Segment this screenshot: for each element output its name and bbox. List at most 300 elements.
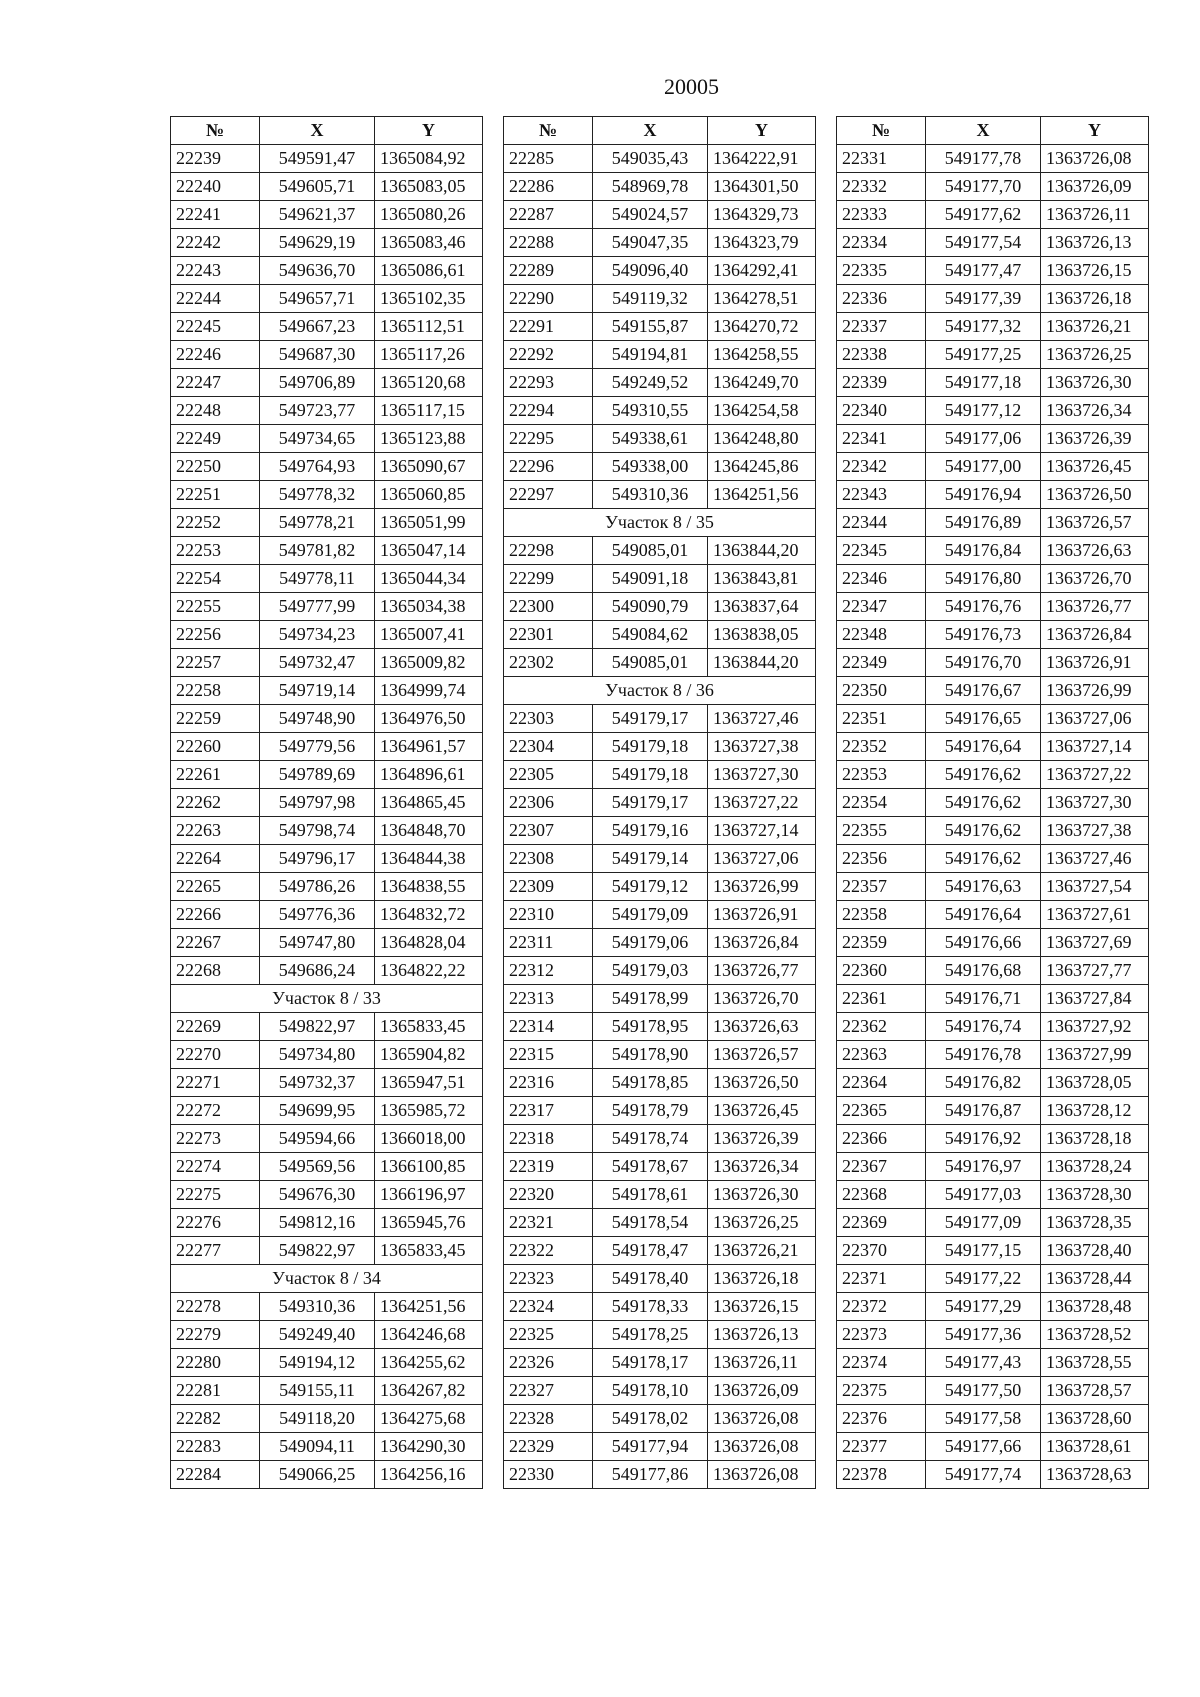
point-number: 22342 bbox=[837, 453, 926, 481]
x-coordinate: 549179,17 bbox=[593, 705, 708, 733]
y-coordinate: 1363726,45 bbox=[1041, 453, 1149, 481]
y-coordinate: 1364251,56 bbox=[708, 481, 816, 509]
point-number: 22274 bbox=[171, 1153, 260, 1181]
y-coordinate: 1363726,11 bbox=[708, 1349, 816, 1377]
table-row bbox=[837, 257, 1149, 285]
table-row bbox=[504, 957, 816, 985]
x-coordinate: 549179,18 bbox=[593, 733, 708, 761]
point-number: 22330 bbox=[504, 1461, 593, 1489]
y-coordinate: 1364848,70 bbox=[375, 817, 483, 845]
y-coordinate: 1364222,91 bbox=[708, 145, 816, 173]
point-number: 22271 bbox=[171, 1069, 260, 1097]
table-row bbox=[171, 873, 483, 901]
table-row bbox=[171, 537, 483, 565]
point-number: 22321 bbox=[504, 1209, 593, 1237]
y-coordinate: 1364292,41 bbox=[708, 257, 816, 285]
table-row bbox=[837, 145, 1149, 173]
table-row bbox=[504, 901, 816, 929]
x-coordinate: 549686,24 bbox=[260, 957, 375, 985]
table-row bbox=[504, 1433, 816, 1461]
table-row bbox=[171, 1237, 483, 1265]
section-title: Участок 8 / 33 bbox=[171, 985, 483, 1013]
table-row bbox=[504, 1097, 816, 1125]
point-number: 22315 bbox=[504, 1041, 593, 1069]
y-coordinate: 1364961,57 bbox=[375, 733, 483, 761]
x-coordinate: 549778,11 bbox=[260, 565, 375, 593]
x-coordinate: 549176,62 bbox=[926, 761, 1041, 789]
table-row bbox=[171, 1181, 483, 1209]
point-number: 22327 bbox=[504, 1377, 593, 1405]
point-number: 22372 bbox=[837, 1293, 926, 1321]
x-coordinate: 549177,86 bbox=[593, 1461, 708, 1489]
x-coordinate: 549178,85 bbox=[593, 1069, 708, 1097]
y-coordinate: 1364251,56 bbox=[375, 1293, 483, 1321]
x-coordinate: 549194,12 bbox=[260, 1349, 375, 1377]
y-coordinate: 1363726,84 bbox=[1041, 621, 1149, 649]
x-coordinate: 549179,09 bbox=[593, 901, 708, 929]
y-coordinate: 1363727,38 bbox=[708, 733, 816, 761]
x-coordinate: 549179,12 bbox=[593, 873, 708, 901]
y-coordinate: 1363728,40 bbox=[1041, 1237, 1149, 1265]
table-row bbox=[171, 257, 483, 285]
table-row bbox=[504, 621, 816, 649]
column-header-x: X bbox=[926, 117, 1041, 145]
x-coordinate: 549629,19 bbox=[260, 229, 375, 257]
coordinates-table-3 bbox=[836, 116, 1149, 1489]
table-row bbox=[837, 509, 1149, 537]
y-coordinate: 1363728,35 bbox=[1041, 1209, 1149, 1237]
table-row bbox=[504, 733, 816, 761]
y-coordinate: 1363726,84 bbox=[708, 929, 816, 957]
table-row bbox=[837, 341, 1149, 369]
table-row bbox=[504, 397, 816, 425]
table-row bbox=[837, 397, 1149, 425]
table-row bbox=[171, 901, 483, 929]
x-coordinate: 549176,78 bbox=[926, 1041, 1041, 1069]
table-row bbox=[504, 565, 816, 593]
x-coordinate: 549177,15 bbox=[926, 1237, 1041, 1265]
point-number: 22365 bbox=[837, 1097, 926, 1125]
table-row bbox=[171, 1349, 483, 1377]
y-coordinate: 1364865,45 bbox=[375, 789, 483, 817]
point-number: 22267 bbox=[171, 929, 260, 957]
x-coordinate: 549035,43 bbox=[593, 145, 708, 173]
x-coordinate: 549734,23 bbox=[260, 621, 375, 649]
y-coordinate: 1363728,30 bbox=[1041, 1181, 1149, 1209]
table-row bbox=[504, 481, 816, 509]
y-coordinate: 1363726,25 bbox=[708, 1209, 816, 1237]
x-coordinate: 549177,00 bbox=[926, 453, 1041, 481]
x-coordinate: 549178,17 bbox=[593, 1349, 708, 1377]
point-number: 22377 bbox=[837, 1433, 926, 1461]
table-row bbox=[504, 537, 816, 565]
table-row bbox=[504, 789, 816, 817]
y-coordinate: 1363727,61 bbox=[1041, 901, 1149, 929]
x-coordinate: 549706,89 bbox=[260, 369, 375, 397]
point-number: 22361 bbox=[837, 985, 926, 1013]
table-row bbox=[171, 1013, 483, 1041]
y-coordinate: 1363726,57 bbox=[708, 1041, 816, 1069]
y-coordinate: 1365084,92 bbox=[375, 145, 483, 173]
table-row bbox=[504, 257, 816, 285]
table-row bbox=[837, 649, 1149, 677]
table-row bbox=[171, 705, 483, 733]
y-coordinate: 1363726,63 bbox=[708, 1013, 816, 1041]
point-number: 22358 bbox=[837, 901, 926, 929]
table-row bbox=[504, 817, 816, 845]
point-number: 22264 bbox=[171, 845, 260, 873]
x-coordinate: 549176,65 bbox=[926, 705, 1041, 733]
x-coordinate: 549176,94 bbox=[926, 481, 1041, 509]
x-coordinate: 549822,97 bbox=[260, 1013, 375, 1041]
y-coordinate: 1363726,45 bbox=[708, 1097, 816, 1125]
point-number: 22368 bbox=[837, 1181, 926, 1209]
table-row bbox=[837, 481, 1149, 509]
y-coordinate: 1365009,82 bbox=[375, 649, 483, 677]
x-coordinate: 549177,94 bbox=[593, 1433, 708, 1461]
point-number: 22338 bbox=[837, 341, 926, 369]
y-coordinate: 1364323,79 bbox=[708, 229, 816, 257]
x-coordinate: 549732,47 bbox=[260, 649, 375, 677]
x-coordinate: 549176,71 bbox=[926, 985, 1041, 1013]
point-number: 22268 bbox=[171, 957, 260, 985]
point-number: 22290 bbox=[504, 285, 593, 313]
y-coordinate: 1363727,77 bbox=[1041, 957, 1149, 985]
x-coordinate: 549178,54 bbox=[593, 1209, 708, 1237]
table-row bbox=[171, 789, 483, 817]
table-row bbox=[171, 397, 483, 425]
table-row bbox=[837, 733, 1149, 761]
table-row bbox=[837, 369, 1149, 397]
table-row bbox=[837, 1433, 1149, 1461]
table-row bbox=[504, 705, 816, 733]
point-number: 22357 bbox=[837, 873, 926, 901]
y-coordinate: 1364822,22 bbox=[375, 957, 483, 985]
y-coordinate: 1365123,88 bbox=[375, 425, 483, 453]
x-coordinate: 549310,55 bbox=[593, 397, 708, 425]
column-header-number: № bbox=[504, 117, 593, 145]
x-coordinate: 549090,79 bbox=[593, 593, 708, 621]
point-number: 22351 bbox=[837, 705, 926, 733]
y-coordinate: 1364278,51 bbox=[708, 285, 816, 313]
y-coordinate: 1365904,82 bbox=[375, 1041, 483, 1069]
x-coordinate: 549177,54 bbox=[926, 229, 1041, 257]
table-row bbox=[837, 789, 1149, 817]
x-coordinate: 549178,10 bbox=[593, 1377, 708, 1405]
table-row bbox=[171, 285, 483, 313]
x-coordinate: 549178,33 bbox=[593, 1293, 708, 1321]
x-coordinate: 549636,70 bbox=[260, 257, 375, 285]
x-coordinate: 549177,03 bbox=[926, 1181, 1041, 1209]
table-row bbox=[171, 1153, 483, 1181]
x-coordinate: 549723,77 bbox=[260, 397, 375, 425]
point-number: 22366 bbox=[837, 1125, 926, 1153]
point-number: 22241 bbox=[171, 201, 260, 229]
page-number: 20005 bbox=[664, 74, 719, 99]
x-coordinate: 549338,00 bbox=[593, 453, 708, 481]
y-coordinate: 1366018,00 bbox=[375, 1125, 483, 1153]
y-coordinate: 1363728,18 bbox=[1041, 1125, 1149, 1153]
y-coordinate: 1364301,50 bbox=[708, 173, 816, 201]
y-coordinate: 1365117,26 bbox=[375, 341, 483, 369]
x-coordinate: 549177,39 bbox=[926, 285, 1041, 313]
table-row bbox=[171, 1209, 483, 1237]
x-coordinate: 549094,11 bbox=[260, 1433, 375, 1461]
table-row bbox=[504, 761, 816, 789]
x-coordinate: 549178,74 bbox=[593, 1125, 708, 1153]
point-number: 22298 bbox=[504, 537, 593, 565]
point-number: 22284 bbox=[171, 1461, 260, 1489]
table-row bbox=[504, 929, 816, 957]
y-coordinate: 1363837,64 bbox=[708, 593, 816, 621]
table-row bbox=[171, 1293, 483, 1321]
y-coordinate: 1364828,04 bbox=[375, 929, 483, 957]
table-row bbox=[504, 229, 816, 257]
y-coordinate: 1363727,54 bbox=[1041, 873, 1149, 901]
table-row bbox=[171, 1433, 483, 1461]
point-number: 22331 bbox=[837, 145, 926, 173]
table-row bbox=[504, 1153, 816, 1181]
point-number: 22303 bbox=[504, 705, 593, 733]
y-coordinate: 1366100,85 bbox=[375, 1153, 483, 1181]
y-coordinate: 1363838,05 bbox=[708, 621, 816, 649]
point-number: 22355 bbox=[837, 817, 926, 845]
x-coordinate: 549091,18 bbox=[593, 565, 708, 593]
table-row bbox=[504, 1181, 816, 1209]
y-coordinate: 1363727,14 bbox=[1041, 733, 1149, 761]
column-header-y: Y bbox=[375, 117, 483, 145]
x-coordinate: 549764,93 bbox=[260, 453, 375, 481]
x-coordinate: 549176,70 bbox=[926, 649, 1041, 677]
x-coordinate: 549177,43 bbox=[926, 1349, 1041, 1377]
y-coordinate: 1364275,68 bbox=[375, 1405, 483, 1433]
table-row bbox=[837, 425, 1149, 453]
x-coordinate: 549747,80 bbox=[260, 929, 375, 957]
y-coordinate: 1363726,15 bbox=[708, 1293, 816, 1321]
table-row bbox=[837, 1377, 1149, 1405]
y-coordinate: 1363727,46 bbox=[1041, 845, 1149, 873]
y-coordinate: 1363727,84 bbox=[1041, 985, 1149, 1013]
table-row bbox=[837, 1237, 1149, 1265]
table-row bbox=[171, 509, 483, 537]
y-coordinate: 1364838,55 bbox=[375, 873, 483, 901]
point-number: 22273 bbox=[171, 1125, 260, 1153]
table-row bbox=[504, 1041, 816, 1069]
x-coordinate: 549176,66 bbox=[926, 929, 1041, 957]
point-number: 22364 bbox=[837, 1069, 926, 1097]
table-row bbox=[837, 1209, 1149, 1237]
x-coordinate: 549178,90 bbox=[593, 1041, 708, 1069]
x-coordinate: 549776,36 bbox=[260, 901, 375, 929]
y-coordinate: 1363727,69 bbox=[1041, 929, 1149, 957]
y-coordinate: 1363726,11 bbox=[1041, 201, 1149, 229]
table-row bbox=[504, 1209, 816, 1237]
x-coordinate: 549155,87 bbox=[593, 313, 708, 341]
x-coordinate: 548969,78 bbox=[593, 173, 708, 201]
x-coordinate: 549781,82 bbox=[260, 537, 375, 565]
point-number: 22322 bbox=[504, 1237, 593, 1265]
y-coordinate: 1363726,57 bbox=[1041, 509, 1149, 537]
section-title: Участок 8 / 35 bbox=[504, 509, 816, 537]
y-coordinate: 1363726,50 bbox=[1041, 481, 1149, 509]
x-coordinate: 549178,61 bbox=[593, 1181, 708, 1209]
point-number: 22343 bbox=[837, 481, 926, 509]
y-coordinate: 1363726,99 bbox=[1041, 677, 1149, 705]
x-coordinate: 549812,16 bbox=[260, 1209, 375, 1237]
x-coordinate: 549176,62 bbox=[926, 817, 1041, 845]
point-number: 22261 bbox=[171, 761, 260, 789]
point-number: 22270 bbox=[171, 1041, 260, 1069]
x-coordinate: 549179,17 bbox=[593, 789, 708, 817]
x-coordinate: 549177,22 bbox=[926, 1265, 1041, 1293]
y-coordinate: 1364255,62 bbox=[375, 1349, 483, 1377]
point-number: 22275 bbox=[171, 1181, 260, 1209]
table-row bbox=[504, 1377, 816, 1405]
x-coordinate: 549310,36 bbox=[593, 481, 708, 509]
point-number: 22246 bbox=[171, 341, 260, 369]
column-header-number: № bbox=[171, 117, 260, 145]
point-number: 22259 bbox=[171, 705, 260, 733]
y-coordinate: 1365102,35 bbox=[375, 285, 483, 313]
point-number: 22286 bbox=[504, 173, 593, 201]
table-row bbox=[504, 1013, 816, 1041]
point-number: 22323 bbox=[504, 1265, 593, 1293]
y-coordinate: 1364844,38 bbox=[375, 845, 483, 873]
x-coordinate: 549177,32 bbox=[926, 313, 1041, 341]
section-title: Участок 8 / 36 bbox=[504, 677, 816, 705]
y-coordinate: 1364249,70 bbox=[708, 369, 816, 397]
column-header-x: X bbox=[593, 117, 708, 145]
x-coordinate: 549249,52 bbox=[593, 369, 708, 397]
y-coordinate: 1363727,06 bbox=[708, 845, 816, 873]
y-coordinate: 1363728,44 bbox=[1041, 1265, 1149, 1293]
point-number: 22276 bbox=[171, 1209, 260, 1237]
y-coordinate: 1363726,34 bbox=[708, 1153, 816, 1181]
table-row bbox=[837, 453, 1149, 481]
point-number: 22373 bbox=[837, 1321, 926, 1349]
table-row bbox=[837, 285, 1149, 313]
table-row bbox=[171, 145, 483, 173]
point-number: 22243 bbox=[171, 257, 260, 285]
y-coordinate: 1363726,08 bbox=[708, 1433, 816, 1461]
x-coordinate: 549177,74 bbox=[926, 1461, 1041, 1489]
y-coordinate: 1363728,48 bbox=[1041, 1293, 1149, 1321]
x-coordinate: 549178,47 bbox=[593, 1237, 708, 1265]
x-coordinate: 549594,66 bbox=[260, 1125, 375, 1153]
point-number: 22302 bbox=[504, 649, 593, 677]
y-coordinate: 1363726,30 bbox=[708, 1181, 816, 1209]
point-number: 22262 bbox=[171, 789, 260, 817]
x-coordinate: 549177,66 bbox=[926, 1433, 1041, 1461]
point-number: 22280 bbox=[171, 1349, 260, 1377]
y-coordinate: 1365112,51 bbox=[375, 313, 483, 341]
y-coordinate: 1364256,16 bbox=[375, 1461, 483, 1489]
point-number: 22296 bbox=[504, 453, 593, 481]
point-number: 22328 bbox=[504, 1405, 593, 1433]
x-coordinate: 549085,01 bbox=[593, 649, 708, 677]
y-coordinate: 1365080,26 bbox=[375, 201, 483, 229]
section-title: Участок 8 / 34 bbox=[171, 1265, 483, 1293]
x-coordinate: 549118,20 bbox=[260, 1405, 375, 1433]
table-row bbox=[837, 845, 1149, 873]
column-header-x: X bbox=[260, 117, 375, 145]
table-row bbox=[171, 1377, 483, 1405]
x-coordinate: 549734,80 bbox=[260, 1041, 375, 1069]
y-coordinate: 1363727,99 bbox=[1041, 1041, 1149, 1069]
point-number: 22378 bbox=[837, 1461, 926, 1489]
x-coordinate: 549024,57 bbox=[593, 201, 708, 229]
x-coordinate: 549178,67 bbox=[593, 1153, 708, 1181]
table-row bbox=[171, 1097, 483, 1125]
point-number: 22371 bbox=[837, 1265, 926, 1293]
table-row bbox=[837, 1041, 1149, 1069]
x-coordinate: 549591,47 bbox=[260, 145, 375, 173]
table-row bbox=[837, 957, 1149, 985]
point-number: 22353 bbox=[837, 761, 926, 789]
x-coordinate: 549177,06 bbox=[926, 425, 1041, 453]
table-row bbox=[171, 677, 483, 705]
y-coordinate: 1365833,45 bbox=[375, 1013, 483, 1041]
point-number: 22356 bbox=[837, 845, 926, 873]
point-number: 22251 bbox=[171, 481, 260, 509]
y-coordinate: 1363726,91 bbox=[1041, 649, 1149, 677]
point-number: 22299 bbox=[504, 565, 593, 593]
coordinates-table-1 bbox=[170, 116, 483, 1489]
point-number: 22344 bbox=[837, 509, 926, 537]
x-coordinate: 549796,17 bbox=[260, 845, 375, 873]
table-row bbox=[837, 929, 1149, 957]
y-coordinate: 1363726,18 bbox=[1041, 285, 1149, 313]
table-row bbox=[504, 313, 816, 341]
point-number: 22288 bbox=[504, 229, 593, 257]
y-coordinate: 1363728,61 bbox=[1041, 1433, 1149, 1461]
point-number: 22300 bbox=[504, 593, 593, 621]
x-coordinate: 549179,16 bbox=[593, 817, 708, 845]
x-coordinate: 549748,90 bbox=[260, 705, 375, 733]
x-coordinate: 549777,99 bbox=[260, 593, 375, 621]
table-row bbox=[171, 313, 483, 341]
y-coordinate: 1366196,97 bbox=[375, 1181, 483, 1209]
table-row bbox=[171, 1069, 483, 1097]
table-row bbox=[837, 1013, 1149, 1041]
x-coordinate: 549176,68 bbox=[926, 957, 1041, 985]
point-number: 22272 bbox=[171, 1097, 260, 1125]
point-number: 22307 bbox=[504, 817, 593, 845]
x-coordinate: 549687,30 bbox=[260, 341, 375, 369]
y-coordinate: 1363727,38 bbox=[1041, 817, 1149, 845]
point-number: 22278 bbox=[171, 1293, 260, 1321]
x-coordinate: 549177,29 bbox=[926, 1293, 1041, 1321]
point-number: 22319 bbox=[504, 1153, 593, 1181]
point-number: 22316 bbox=[504, 1069, 593, 1097]
section-row bbox=[171, 1265, 483, 1293]
x-coordinate: 549789,69 bbox=[260, 761, 375, 789]
point-number: 22239 bbox=[171, 145, 260, 173]
point-number: 22242 bbox=[171, 229, 260, 257]
y-coordinate: 1363727,06 bbox=[1041, 705, 1149, 733]
x-coordinate: 549778,21 bbox=[260, 509, 375, 537]
point-number: 22318 bbox=[504, 1125, 593, 1153]
table-row bbox=[504, 1349, 816, 1377]
y-coordinate: 1364832,72 bbox=[375, 901, 483, 929]
y-coordinate: 1363844,20 bbox=[708, 649, 816, 677]
y-coordinate: 1365833,45 bbox=[375, 1237, 483, 1265]
table-row bbox=[504, 453, 816, 481]
x-coordinate: 549338,61 bbox=[593, 425, 708, 453]
y-coordinate: 1363726,70 bbox=[708, 985, 816, 1013]
point-number: 22354 bbox=[837, 789, 926, 817]
point-number: 22295 bbox=[504, 425, 593, 453]
